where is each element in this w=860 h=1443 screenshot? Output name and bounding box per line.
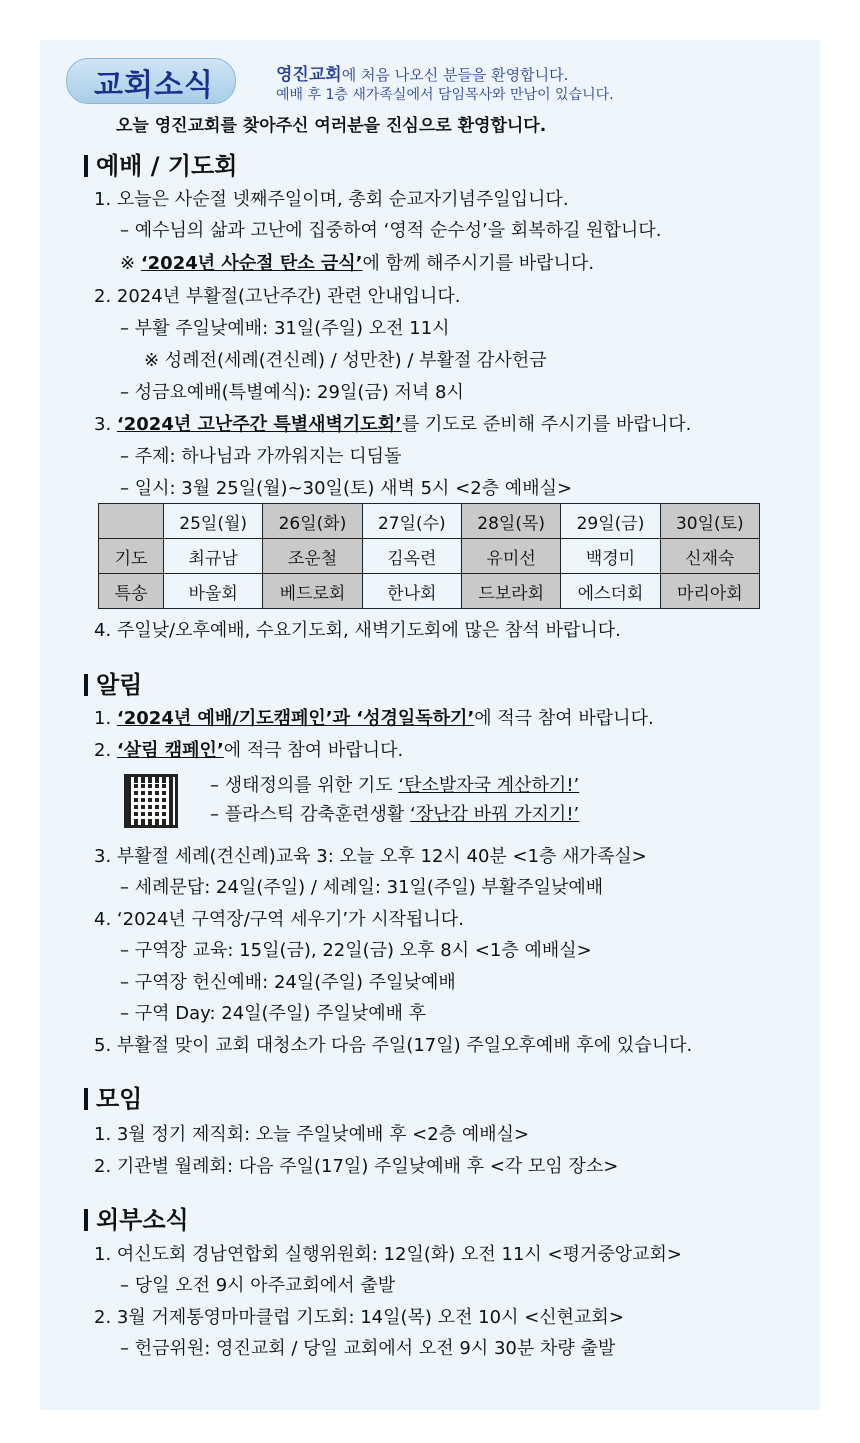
list-item: 1. 여신도회 경남연합회 실행위원회: 12일(화) 오전 11시 <평거중앙교회> <box>94 1244 683 1265</box>
table-header-cell: 30일(토) <box>660 504 759 539</box>
table-cell: 김옥련 <box>362 539 461 574</box>
list-item: – 일시: 3월 25일(월)~30일(토) 새벽 5시 <2층 예배실> <box>120 478 573 499</box>
list-item: 1. 3월 정기 제직회: 오늘 주일낮예배 후 <2층 예배실> <box>94 1124 530 1145</box>
welcome-text: 오늘 영진교회를 찾아주신 여러분을 진심으로 환영합니다. <box>116 116 547 136</box>
list-item: – 부활 주일낮예배: 31일(주일) 오전 11시 <box>120 318 450 339</box>
list-item: – 당일 오전 9시 아주교회에서 출발 <box>120 1275 396 1296</box>
list-item: 3. 부활절 세례(견신례)교육 3: 오늘 오후 12시 40분 <1층 새가족실> <box>94 846 647 867</box>
header-line-1-text: 에 처음 나오신 분들을 환영합니다. <box>341 66 569 84</box>
row-label: 기도 <box>99 539 164 574</box>
list-item: 2. 기관별 월례회: 다음 주일(17일) 주일낮예배 후 <각 모임 장소> <box>94 1156 619 1177</box>
table-cell: 조운철 <box>263 539 362 574</box>
table-header-cell: 26일(화) <box>263 504 362 539</box>
list-item: 5. 부활절 맞이 교회 대청소가 다음 주일(17일) 주일오후예배 후에 있습니다. <box>94 1035 693 1056</box>
list-item: – 성금요예배(특별예식): 29일(금) 저녁 8시 <box>120 382 464 403</box>
list-item-text: 에 적극 참여 바랍니다. <box>223 740 404 761</box>
list-item <box>210 771 579 797</box>
list-item <box>94 704 654 730</box>
list-item: – 주제: 하나님과 가까워지는 디딤돌 <box>120 446 402 467</box>
list-number: 1. <box>94 708 117 729</box>
list-item-text: 를 기도로 준비해 주시기를 바랍니다. <box>401 414 692 435</box>
table-cell: 바울회 <box>164 574 263 609</box>
header-line-1 <box>276 60 568 85</box>
list-item: 4. ‘2024년 구역장/구역 세우기’가 시작됩니다. <box>94 909 464 930</box>
note-mark: ※ <box>120 253 141 274</box>
highlight-text: ‘장난감 바꿔 가지기!’ <box>410 804 580 825</box>
table-header-cell: 29일(금) <box>561 504 660 539</box>
list-item <box>120 249 594 275</box>
table-header-cell: 28일(목) <box>461 504 560 539</box>
list-item: – 세례문답: 24일(주일) / 세례일: 31일(주일) 부활주일낮예배 <box>120 877 604 898</box>
list-number: 2. <box>94 740 117 761</box>
list-item <box>210 800 579 826</box>
church-name: 영진교회 <box>276 65 342 85</box>
highlight-text: ‘2024년 예배/기도캠페인’과 ‘성경일독하기’ <box>116 708 475 729</box>
table-cell: 드보라회 <box>461 574 560 609</box>
highlight-text: ‘탄소발자국 계산하기!’ <box>398 775 580 796</box>
list-item: – 예수님의 삶과 고난에 집중하여 ‘영적 순수성’을 회복하길 원합니다. <box>120 220 662 241</box>
list-item: – 구역장 교육: 15일(금), 22일(금) 오후 8시 <1층 예배실> <box>120 940 592 961</box>
list-item: ※ 성례전(세례(견신례) / 성만찬) / 부활절 감사헌금 <box>144 350 547 371</box>
list-item: – 구역장 헌신예배: 24일(주일) 주일낮예배 <box>120 972 456 993</box>
table-header-cell: 25일(월) <box>164 504 263 539</box>
section-title-worship: 예배 / 기도회 <box>84 146 237 181</box>
table-cell: 한나회 <box>362 574 461 609</box>
table-cell: 베드로회 <box>263 574 362 609</box>
list-item <box>94 736 403 762</box>
dawn-prayer-schedule-table <box>98 503 760 609</box>
list-item: 2. 3월 거제통영마마클럽 기도회: 14일(목) 오전 10시 <신현교회> <box>94 1307 624 1328</box>
list-item <box>94 410 691 436</box>
highlight-text: ‘2024년 사순절 탄소 금식’ <box>140 253 363 274</box>
table-cell: 신재숙 <box>660 539 759 574</box>
table-cell: 에스더회 <box>561 574 660 609</box>
table-header-cell: 27일(수) <box>362 504 461 539</box>
list-number: 3. <box>94 414 117 435</box>
section-title-notice: 알림 <box>84 665 142 700</box>
list-item: 4. 주일낮/오후예배, 수요기도회, 새벽기도회에 많은 참석 바랍니다. <box>94 620 621 641</box>
highlight-text: ‘2024년 고난주간 특별새벽기도회’ <box>116 414 402 435</box>
list-item: – 구역 Day: 24일(주일) 주일낮예배 후 <box>120 1003 427 1024</box>
table-corner <box>99 504 164 539</box>
table-cell: 유미선 <box>461 539 560 574</box>
list-item-text: – 생태정의를 위한 기도 <box>210 775 399 796</box>
table-cell: 최규남 <box>164 539 263 574</box>
qr-code-icon[interactable] <box>124 774 178 828</box>
row-label: 특송 <box>99 574 164 609</box>
table-row <box>99 504 760 539</box>
list-item-text: 에 함께 해주시기를 바랍니다. <box>362 253 595 274</box>
list-item: 1. 오늘은 사순절 넷째주일이며, 총회 순교자기념주일입니다. <box>94 189 569 210</box>
highlight-text: ‘살림 캠페인’ <box>116 740 224 761</box>
table-cell: 마리아회 <box>660 574 759 609</box>
header-line-2: 예배 후 1층 새가족실에서 담임목사와 만남이 있습니다. <box>276 87 614 103</box>
list-item: 2. 2024년 부활절(고난주간) 관련 안내입니다. <box>94 286 461 307</box>
list-item-text: – 플라스틱 감축훈련생활 <box>210 804 411 825</box>
list-item-text: 에 적극 참여 바랍니다. <box>474 708 654 729</box>
section-title-meeting: 모임 <box>84 1079 142 1114</box>
table-row <box>99 574 760 609</box>
list-item: – 헌금위원: 영진교회 / 당일 교회에서 오전 9시 30분 차량 출발 <box>120 1338 616 1359</box>
table-cell: 백경미 <box>561 539 660 574</box>
table-row <box>99 539 760 574</box>
section-title-external: 외부소식 <box>84 1200 189 1235</box>
badge-title: 교회소식 <box>94 68 214 103</box>
